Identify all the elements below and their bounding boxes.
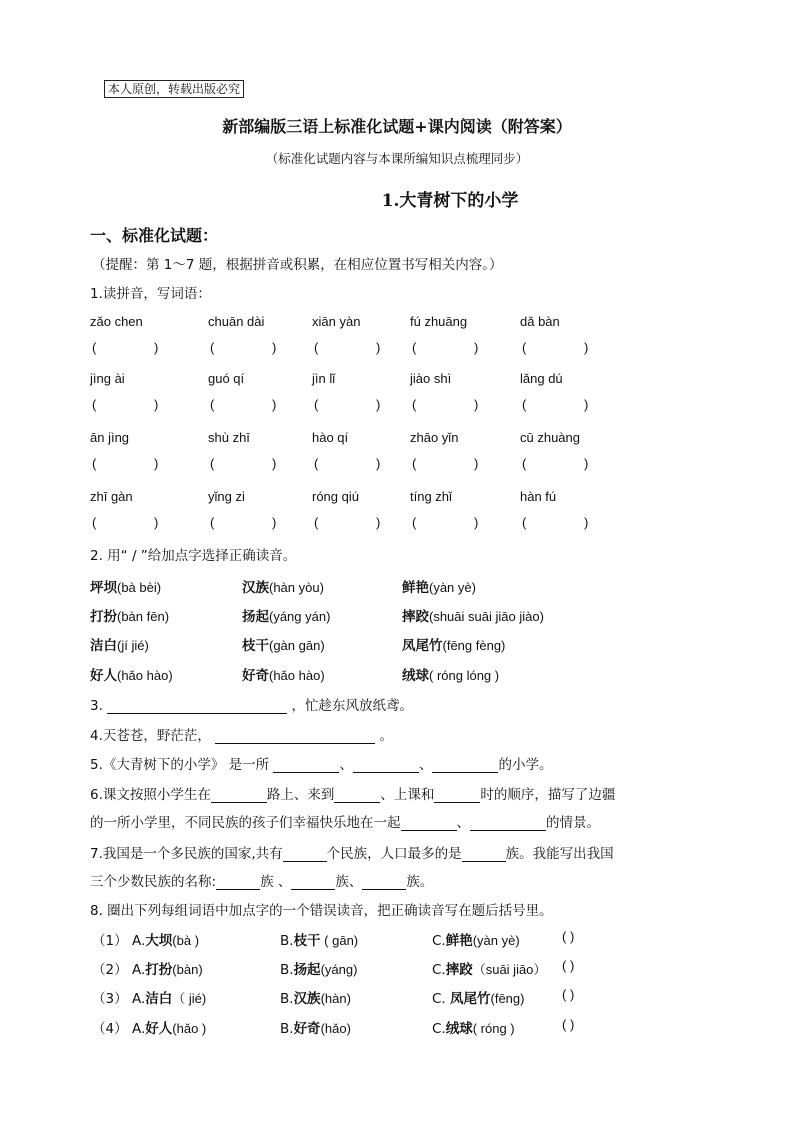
pinyin-reading: (hǎo ) — [172, 1021, 207, 1036]
answer-box[interactable] — [420, 456, 472, 472]
answer-paren-close: ) — [272, 397, 277, 412]
dotted-word: 好奇 — [242, 668, 269, 684]
answer-box[interactable] — [218, 397, 270, 413]
option-letter: C. — [432, 1021, 446, 1037]
reading-choice[interactable] — [90, 664, 173, 684]
pinyin-options: (bàn fēn) — [117, 609, 170, 624]
pinyin-item: shù zhī — [208, 430, 250, 445]
dotted-word: 坪坝 — [90, 580, 117, 596]
answer-paren-close: ) — [376, 515, 381, 530]
q8-item-number: （1） — [92, 933, 128, 949]
answer-box[interactable] — [218, 515, 270, 531]
answer-box[interactable] — [322, 340, 374, 356]
pinyin-item: xiān yàn — [312, 314, 361, 329]
dotted-word: 凤尾竹 — [402, 638, 443, 654]
document-title: 新部编版三语上标准化试题+课内阅读（附答案） — [222, 117, 572, 136]
option-letter: C. — [432, 962, 446, 978]
option-letter: A. — [132, 1021, 146, 1037]
dotted-word: 好人 — [145, 1021, 173, 1037]
q7-c: 族。我能写出我国 — [505, 846, 614, 862]
q7-d: 三个少数民族的名称: — [90, 874, 217, 890]
answer-paren-open: ( — [92, 515, 97, 530]
answer-paren-open: ( — [522, 515, 527, 530]
dotted-word: 枝干 — [242, 638, 269, 654]
reading-choice[interactable] — [242, 634, 325, 654]
answer-paren-open: ( — [412, 515, 417, 530]
option-letter: A. — [132, 962, 146, 978]
q8-option-a[interactable] — [132, 987, 206, 1007]
pinyin-reading: (hǎo) — [320, 1021, 351, 1036]
q5-sep-1: 、 — [339, 757, 353, 773]
pinyin-reading: (hàn) — [320, 991, 351, 1006]
pinyin-options: (fēng fèng) — [442, 638, 506, 653]
reading-choice[interactable] — [90, 605, 169, 625]
q5-blank-1[interactable] — [273, 758, 339, 773]
dotted-word: 好奇 — [293, 1021, 321, 1037]
pinyin-item: zǎo chen — [90, 314, 143, 329]
answer-paren-close: ) — [474, 397, 479, 412]
pinyin-item: yǐng zi — [208, 489, 245, 504]
answer-paren[interactable]: ( ) — [562, 929, 575, 944]
copyright-stamp: 本人原创，转载出版必究 — [104, 80, 244, 98]
q8-item-number: （3） — [92, 991, 128, 1007]
dotted-word: 扬起 — [242, 609, 269, 625]
reading-choice[interactable] — [402, 576, 476, 596]
q6-blank-5[interactable] — [470, 816, 546, 831]
pinyin-reading: ( róng ) — [472, 1021, 515, 1036]
answer-paren[interactable]: ( ) — [562, 958, 575, 973]
answer-paren-close: ) — [154, 397, 159, 412]
q7-line-2 — [90, 870, 433, 890]
pinyin-options: (shuāi suāi jiāo jiào) — [429, 609, 544, 624]
q8-option-c[interactable] — [432, 1017, 515, 1037]
pinyin-item: tíng zhǐ — [410, 489, 452, 504]
dotted-word: 洁白 — [145, 991, 173, 1007]
pinyin-reading: （suāi jiāo） — [472, 962, 547, 977]
pinyin-item: ān jìng — [90, 430, 130, 445]
section-heading: 一、标准化试题： — [90, 226, 219, 245]
q4-blank[interactable] — [215, 729, 375, 744]
answer-paren-open: ( — [92, 397, 97, 412]
pinyin-item: zhāo yǐn — [410, 430, 459, 445]
pinyin-reading: (yàn yè) — [472, 933, 520, 948]
q6-g: 的情景。 — [546, 815, 600, 831]
q8-option-a[interactable] — [132, 929, 199, 949]
section-tip: （提醒：第 1～7 题，根据拼音或积累，在相应位置书写相关内容。） — [92, 257, 503, 273]
reading-choice[interactable] — [90, 576, 161, 596]
answer-box[interactable] — [218, 340, 270, 356]
reading-choice[interactable] — [402, 605, 544, 625]
q8-option-b[interactable] — [280, 958, 357, 978]
q1-label: 1.读拼音，写词语： — [90, 286, 211, 302]
pinyin-options: (jí jié) — [117, 638, 149, 653]
pinyin-item: lǎng dú — [520, 371, 563, 386]
q5-post: 的小学。 — [498, 757, 553, 773]
reading-choice[interactable] — [402, 634, 505, 654]
dotted-word: 扬起 — [293, 962, 321, 978]
pinyin-reading: ( gān) — [320, 933, 359, 948]
q6-c: 、上课和 — [380, 787, 435, 803]
q4-text: 4.天苍苍，野茫茫， — [90, 728, 211, 744]
q7-blank-5[interactable] — [362, 875, 406, 890]
q7-e: 族 、 — [260, 874, 292, 890]
q3-line — [90, 694, 413, 714]
pinyin-options: (hǎo hào) — [117, 668, 173, 683]
dotted-word: 打扮 — [90, 609, 117, 625]
q7-blank-2[interactable] — [462, 847, 506, 862]
answer-paren-open: ( — [522, 397, 527, 412]
answer-paren[interactable]: ( ) — [562, 987, 575, 1002]
q7-f: 族、 — [335, 874, 363, 890]
q8-item-number: （4） — [92, 1021, 128, 1037]
q6-blank-1[interactable] — [211, 788, 267, 803]
q5-blank-3[interactable] — [432, 758, 498, 773]
answer-paren-close: ) — [272, 340, 277, 355]
answer-box[interactable] — [530, 397, 582, 413]
pinyin-item: hào qí — [312, 430, 349, 445]
dotted-word: 摔跤 — [402, 609, 429, 625]
answer-paren-open: ( — [412, 397, 417, 412]
document-subtitle: （标准化试题内容与本课所编知识点梳理同步） — [265, 151, 529, 166]
q7-blank-3[interactable] — [216, 875, 260, 890]
q3-number: 3. — [90, 698, 103, 714]
answer-paren-open: ( — [210, 456, 215, 471]
answer-box[interactable] — [530, 456, 582, 472]
answer-box[interactable] — [530, 515, 582, 531]
answer-paren-open: ( — [92, 456, 97, 471]
answer-paren-open: ( — [412, 456, 417, 471]
dotted-word: 凤尾竹 — [450, 991, 491, 1007]
answer-paren-close: ) — [154, 456, 159, 471]
answer-paren[interactable]: ( ) — [562, 1017, 575, 1032]
q5-sep-2: 、 — [418, 757, 433, 773]
pinyin-options: (yàn yè) — [429, 580, 476, 595]
q6-d: 时的顺序，描写了边疆 — [480, 787, 616, 803]
answer-paren-open: ( — [210, 397, 215, 412]
q6-line-1 — [90, 783, 615, 803]
answer-paren-close: ) — [154, 515, 159, 530]
q6-line-2 — [90, 811, 600, 831]
option-letter: C. — [432, 991, 451, 1007]
pinyin-reading: (bà ) — [172, 933, 200, 948]
dotted-word: 打扮 — [145, 962, 173, 978]
q8-option-a[interactable] — [132, 1017, 206, 1037]
pinyin-reading: （ jié) — [172, 991, 207, 1006]
q7-line-1 — [90, 842, 614, 862]
pinyin-options: (hǎo hào) — [269, 668, 325, 683]
q7-b: 个民族，人口最多的是 — [326, 846, 462, 862]
option-letter: B. — [280, 962, 294, 978]
answer-paren-open: ( — [412, 340, 417, 355]
q8-option-a[interactable] — [132, 958, 203, 978]
pinyin-item: dǎ bàn — [520, 314, 560, 329]
dotted-word: 大坝 — [145, 933, 173, 949]
answer-paren-open: ( — [210, 340, 215, 355]
answer-paren-close: ) — [272, 456, 277, 471]
answer-box[interactable] — [322, 397, 374, 413]
q6-a: 6.课文按照小学生在 — [90, 787, 211, 803]
dotted-word: 鲜艳 — [445, 933, 473, 949]
reading-choice[interactable] — [242, 605, 330, 625]
answer-paren-open: ( — [522, 340, 527, 355]
q5-line — [90, 753, 552, 773]
pinyin-reading: (yáng) — [320, 962, 358, 977]
answer-paren-close: ) — [584, 397, 589, 412]
answer-paren-open: ( — [92, 340, 97, 355]
answer-paren-close: ) — [474, 515, 479, 530]
answer-box[interactable] — [100, 340, 152, 356]
answer-paren-open: ( — [314, 515, 319, 530]
answer-box[interactable] — [100, 515, 152, 531]
pinyin-options: (bà bèi) — [117, 580, 162, 595]
answer-box[interactable] — [420, 340, 472, 356]
q6-blank-4[interactable] — [401, 816, 457, 831]
q8-option-c[interactable] — [432, 987, 524, 1007]
answer-box[interactable] — [322, 515, 374, 531]
reading-choice[interactable] — [242, 576, 324, 596]
option-letter: A. — [132, 933, 146, 949]
q6-b: 路上、来到 — [266, 787, 335, 803]
dotted-word: 好人 — [90, 668, 117, 684]
q6-blank-3[interactable] — [434, 788, 480, 803]
pinyin-item: róng qiú — [312, 489, 359, 504]
answer-paren-close: ) — [584, 456, 589, 471]
q8-option-c[interactable] — [432, 929, 520, 949]
option-letter: C. — [432, 933, 446, 949]
pinyin-item: jìn lǐ — [312, 371, 336, 386]
q4-line — [90, 724, 393, 744]
answer-box[interactable] — [100, 456, 152, 472]
answer-paren-open: ( — [314, 456, 319, 471]
q6-f: 、 — [456, 815, 470, 831]
pinyin-item: fú zhuāng — [410, 314, 468, 329]
dotted-word: 枝干 — [293, 933, 321, 949]
answer-box[interactable] — [322, 456, 374, 472]
q7-a: 7.我国是一个多民族的国家,共有 — [90, 846, 283, 862]
answer-paren-open: ( — [522, 456, 527, 471]
answer-paren-close: ) — [376, 456, 381, 471]
pinyin-item: chuān dài — [208, 314, 265, 329]
pinyin-item: cū zhuàng — [520, 430, 580, 445]
pinyin-item: jìng ài — [90, 371, 125, 386]
pinyin-item: jiào shì — [410, 371, 452, 386]
option-letter: B. — [280, 1021, 294, 1037]
answer-paren-close: ) — [376, 340, 381, 355]
pinyin-item: guó qí — [208, 371, 245, 386]
pinyin-options: (gàn gān) — [269, 638, 325, 653]
option-letter: A. — [132, 991, 146, 1007]
pinyin-item: zhī gàn — [90, 489, 133, 504]
q7-g: 族。 — [406, 874, 434, 890]
dotted-word: 汉族 — [293, 991, 321, 1007]
pinyin-options: ( róng lóng ) — [429, 668, 500, 683]
lesson-title: 1.大青树下的小学 — [381, 191, 519, 211]
pinyin-options: (yáng yán) — [269, 609, 331, 624]
q8-label: 8. 圈出下列每组词语中加点字的一个错误读音，把正确读音写在题后括号里。 — [90, 903, 553, 919]
dotted-word: 绒球 — [402, 668, 429, 684]
dotted-word: 汉族 — [242, 580, 269, 596]
answer-box[interactable] — [420, 397, 472, 413]
q5-pre: 5.《大青树下的小学》 是一所 — [90, 757, 270, 773]
answer-paren-close: ) — [474, 340, 479, 355]
q8-option-b[interactable] — [280, 987, 351, 1007]
reading-choice[interactable] — [242, 664, 325, 684]
answer-paren-close: ) — [272, 515, 277, 530]
q2-label: 2. 用“ ∕ ”给加点字选择正确读音。 — [90, 548, 297, 564]
q3-blank[interactable] — [107, 699, 287, 714]
pinyin-item: hàn fú — [520, 489, 557, 504]
q3-text: ，忙趁东风放纸鸢。 — [291, 698, 413, 714]
pinyin-reading: (bàn) — [172, 962, 203, 977]
pinyin-options: (hàn yòu) — [269, 580, 324, 595]
dotted-word: 摔跤 — [445, 962, 473, 978]
q4-end: 。 — [379, 728, 393, 744]
q8-item-number: （2） — [92, 962, 128, 978]
q6-e: 的一所小学里，不同民族的孩子们幸福快乐地在一起 — [90, 815, 401, 831]
q7-blank-1[interactable] — [283, 847, 327, 862]
dotted-word: 洁白 — [90, 638, 117, 654]
answer-paren-close: ) — [584, 340, 589, 355]
answer-paren-close: ) — [584, 515, 589, 530]
answer-paren-open: ( — [210, 515, 215, 530]
answer-box[interactable] — [100, 397, 152, 413]
q8-option-b[interactable] — [280, 929, 358, 949]
q8-option-b[interactable] — [280, 1017, 351, 1037]
dotted-word: 鲜艳 — [402, 580, 429, 596]
answer-box[interactable] — [218, 456, 270, 472]
answer-paren-close: ) — [474, 456, 479, 471]
pinyin-reading: (fēng) — [490, 991, 525, 1006]
answer-paren-close: ) — [376, 397, 381, 412]
reading-choice[interactable] — [402, 664, 499, 684]
answer-paren-open: ( — [314, 397, 319, 412]
option-letter: B. — [280, 991, 294, 1007]
answer-paren-close: ) — [154, 340, 159, 355]
q8-option-c[interactable] — [432, 958, 546, 978]
reading-choice[interactable] — [90, 634, 149, 654]
option-letter: B. — [280, 933, 294, 949]
q7-blank-4[interactable] — [291, 875, 335, 890]
q6-blank-2[interactable] — [334, 788, 380, 803]
answer-paren-open: ( — [314, 340, 319, 355]
answer-box[interactable] — [420, 515, 472, 531]
dotted-word: 绒球 — [445, 1021, 473, 1037]
q5-blank-2[interactable] — [353, 758, 419, 773]
answer-box[interactable] — [530, 340, 582, 356]
